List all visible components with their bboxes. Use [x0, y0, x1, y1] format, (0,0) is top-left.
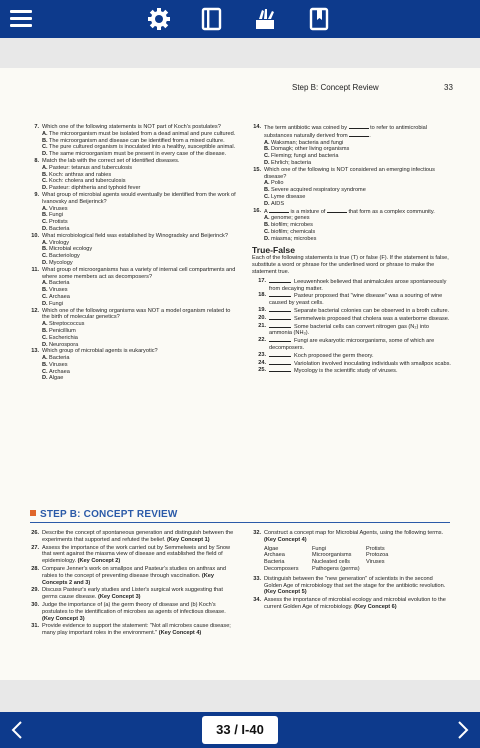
- option-letter: A.: [264, 215, 270, 222]
- option-text: Protists: [49, 219, 68, 226]
- option-text: Viruses: [49, 361, 68, 368]
- answer-option: [30, 178, 236, 185]
- true-false-heading: True-False: [252, 244, 295, 255]
- key-concept-ref: (Key Concept 3): [97, 594, 141, 601]
- option-text: Domagk; other living organisms: [271, 146, 350, 153]
- option-text: Koch: cholera and tuberculosis: [49, 178, 126, 185]
- option-letter: D.: [264, 159, 270, 166]
- option-text: Virology: [49, 239, 70, 246]
- option-letter: D.: [264, 235, 270, 242]
- question-stem: [252, 208, 452, 216]
- option-text: Fungi: [49, 300, 63, 307]
- true-false-item: [252, 360, 452, 368]
- true-false-item: [252, 323, 452, 338]
- answer-option: [30, 253, 236, 260]
- concept-term: Bacteria: [264, 559, 285, 566]
- option-letter: A.: [42, 355, 48, 362]
- option-letter: D.: [42, 259, 48, 266]
- option-letter: C.: [264, 228, 270, 235]
- option-text: Bacteria: [49, 225, 70, 232]
- answer-blank: [349, 132, 369, 137]
- option-text: Viruses: [49, 205, 68, 212]
- answer-option: [252, 160, 452, 167]
- answer-option: [30, 342, 236, 349]
- answer-option: [30, 328, 236, 335]
- question-number: 16.: [253, 207, 261, 214]
- question-stem: [30, 192, 236, 206]
- option-letter: C.: [42, 178, 48, 185]
- option-text: miasma; microbes: [271, 235, 317, 242]
- section-marker: [30, 510, 36, 516]
- concept-review-left-column: [30, 530, 236, 638]
- question-number: 21.: [258, 322, 266, 329]
- question-text: Variolation involved inoculating individuals with smallpox scabs.: [269, 360, 452, 368]
- option-letter: C.: [42, 293, 48, 300]
- highlighter-tools-icon[interactable]: [252, 6, 278, 32]
- concept-term: [366, 566, 418, 573]
- option-text: Waksman; bacteria and fungi: [271, 139, 344, 146]
- answer-blank: [269, 323, 291, 328]
- option-letter: C.: [42, 368, 48, 375]
- option-text: Microbial ecology: [49, 246, 93, 253]
- key-concept-ref: (Key Concept 5): [264, 589, 307, 596]
- key-concept-ref: (Key Concept 2): [77, 558, 121, 565]
- answer-option: [252, 201, 452, 208]
- review-question: [30, 602, 236, 622]
- answer-option: [252, 140, 452, 147]
- option-letter: D.: [42, 375, 48, 382]
- option-letter: A.: [42, 280, 48, 287]
- option-text: The pure cultured organism is inoculated into a healthy, susceptible animal.: [49, 144, 236, 151]
- option-letter: D.: [42, 225, 48, 232]
- answer-option: [30, 138, 236, 145]
- answer-option: [252, 236, 452, 243]
- question-number: 18.: [258, 292, 266, 299]
- multiple-choice-question: [30, 348, 236, 382]
- answer-option: [30, 260, 236, 267]
- question-number: 22.: [258, 337, 266, 344]
- bookmark-icon[interactable]: [306, 6, 332, 32]
- option-letter: B.: [264, 222, 270, 229]
- question-number: 10.: [31, 232, 39, 239]
- question-number: 15.: [253, 166, 261, 173]
- option-text: Fungi: [49, 212, 63, 219]
- option-letter: B.: [42, 287, 48, 294]
- option-text: Pasteur: diphtheria and typhoid fever: [49, 185, 141, 192]
- answer-option: [30, 240, 236, 247]
- multiple-choice-question: [30, 192, 236, 233]
- question-text: Fungi are eukaryotic microorganisms, some of which are decomposers.: [269, 338, 435, 351]
- page-number: 33: [444, 83, 453, 92]
- answer-option: [252, 146, 452, 153]
- question-number: 19.: [258, 306, 266, 313]
- option-text: Bacteria: [49, 280, 70, 287]
- question-text: Leeuwenhoek believed that animalcules arose spontaneously from decaying matter.: [269, 278, 447, 292]
- option-letter: B.: [42, 327, 48, 334]
- question-text: Compare Jenner's work on smallpox and Pasteur's studies on anthrax and rabies to the concept of preventing disease through vaccination. (Key Concepts 2 and 3): [42, 565, 227, 586]
- answer-option: [30, 131, 236, 138]
- book-page[interactable]: [0, 68, 480, 680]
- option-letter: B.: [42, 212, 48, 219]
- answer-option: [30, 301, 236, 308]
- option-letter: A.: [42, 164, 48, 171]
- answer-option: [252, 229, 452, 236]
- concept-map-terms: [252, 546, 452, 573]
- answer-blank: [269, 208, 289, 213]
- multiple-choice-left-column: [30, 124, 236, 382]
- question-text: Judge the importance of (a) the germ theory of disease and (b) Koch's postulates to the identification of microbes as agents of infectious disease. (Key Concept 3): [42, 601, 226, 622]
- true-false-item: [252, 337, 452, 352]
- option-text: Fleming; fungi and bacteria: [271, 153, 339, 160]
- multiple-choice-question: [30, 124, 236, 158]
- review-question: [252, 530, 452, 544]
- question-number: 25.: [258, 367, 266, 374]
- true-false-list: [252, 278, 452, 375]
- answer-option: [30, 185, 236, 192]
- option-letter: C.: [42, 219, 48, 226]
- option-letter: B.: [42, 171, 48, 178]
- question-number: 23.: [258, 351, 266, 358]
- question-stem: [30, 308, 236, 322]
- option-letter: C.: [42, 334, 48, 341]
- question-number: 8.: [34, 157, 39, 164]
- option-letter: C.: [42, 253, 48, 260]
- question-text: Match the lab with the correct set of identified diseases.: [42, 157, 180, 164]
- answer-option: [30, 206, 236, 213]
- answer-option: [252, 194, 452, 201]
- question-number: 24.: [258, 359, 266, 366]
- review-question: [252, 576, 452, 596]
- key-concept-ref: (Key Concept 4): [264, 536, 307, 543]
- answer-blank: [327, 208, 347, 213]
- question-text: Separate bacterial colonies can be observed in a broth culture.: [269, 307, 452, 315]
- option-text: Escherichia: [49, 334, 78, 341]
- review-question: [30, 530, 236, 544]
- multiple-choice-right-column: [252, 124, 452, 243]
- answer-option: [252, 180, 452, 187]
- answer-option: [252, 187, 452, 194]
- answer-blank: [269, 278, 291, 283]
- concept-term: Archaea: [264, 552, 285, 559]
- answer-option: [252, 215, 452, 222]
- answer-option: [252, 153, 452, 160]
- option-text: Viruses: [49, 287, 68, 294]
- option-text: Lyme disease: [271, 193, 306, 200]
- option-text: Severe acquired respiratory syndrome: [271, 187, 366, 194]
- notebook-icon[interactable]: [198, 6, 224, 32]
- answer-blank: [269, 315, 291, 320]
- answer-option: [30, 226, 236, 233]
- chevron-right-icon[interactable]: [456, 720, 470, 740]
- option-text: The same microorganism must be present in every case of the disease.: [49, 151, 227, 158]
- option-letter: D.: [264, 200, 270, 207]
- question-text: Describe the concept of spontaneous generation and distinguish between the experiments that supported and refuted the belief. (Key Concept 1): [42, 530, 234, 543]
- option-text: Archaea: [49, 368, 70, 375]
- question-stem: [30, 267, 236, 281]
- option-text: Bacteria: [49, 355, 70, 362]
- question-number: 7.: [34, 124, 39, 130]
- review-question: [30, 587, 236, 601]
- true-false-item: [252, 278, 452, 293]
- option-text: Archaea: [49, 293, 70, 300]
- answer-option: [30, 212, 236, 219]
- multiple-choice-question: [30, 267, 236, 308]
- answer-option: [30, 294, 236, 301]
- question-text: Provide evidence to support the statement: "Not all microbes cause disease; many play important roles in the environment." (Key Concept 4): [42, 623, 231, 637]
- answer-option: [30, 165, 236, 172]
- option-text: Koch: anthrax and rabies: [49, 171, 112, 178]
- question-number: 30.: [31, 601, 39, 608]
- question-text: Mycology is the scientific study of viruses.: [269, 367, 452, 375]
- multiple-choice-question: [252, 167, 452, 208]
- option-letter: D.: [42, 341, 48, 348]
- option-text: Algae: [49, 375, 64, 382]
- answer-blank: [349, 124, 369, 129]
- question-number: 32.: [253, 530, 261, 536]
- question-number: 9.: [34, 191, 39, 198]
- question-text: Koch proposed the germ theory.: [269, 352, 452, 360]
- concept-review-heading: [30, 509, 450, 520]
- question-text: Discuss Pasteur's early studies and Lister's surgical work suggesting that germs cause disease. (Key Concept 3): [42, 587, 223, 601]
- option-letter: C.: [42, 144, 48, 151]
- question-text: Which one of the following statements is NOT part of Koch's postulates?: [42, 124, 221, 130]
- answer-option: [30, 362, 236, 369]
- question-number: 17.: [258, 277, 266, 284]
- answer-option: [30, 246, 236, 253]
- answer-option: [30, 280, 236, 287]
- true-false-item: [252, 292, 452, 307]
- question-number: 11.: [31, 266, 39, 273]
- question-stem: [252, 167, 452, 181]
- option-text: Pasteur: tetanus and tuberculosis: [49, 164, 133, 171]
- multiple-choice-question: [30, 158, 236, 192]
- option-letter: A.: [42, 205, 48, 212]
- question-number: 31.: [31, 623, 39, 630]
- true-false-instructions: Each of the following statements is true (T) or false (F). If the statement is false, substitute a word or phrase for the underlined word or phrase to make the statement true.: [252, 255, 449, 275]
- right-column: [252, 124, 452, 375]
- running-head: Step B: Concept Review: [292, 83, 379, 92]
- question-number: 34.: [253, 597, 261, 604]
- question-text: Assess the importance of microbial ecology and microbial evolution to the current Golden Age of microbiology. (Key Concept 6): [264, 597, 446, 610]
- answer-option: [30, 151, 236, 158]
- review-question: [30, 545, 236, 565]
- question-number: 26.: [31, 530, 39, 536]
- hamburger-menu-icon[interactable]: [10, 10, 32, 28]
- question-number: 28.: [31, 565, 39, 572]
- question-number: 20.: [258, 314, 266, 321]
- chevron-left-icon[interactable]: [10, 720, 24, 740]
- question-text: Distinguish between the "new generation" of scientists in the second Golden Age of microbiology that set the stage for the antibiotic revolution. (Key Concept 5): [264, 575, 446, 596]
- option-letter: B.: [264, 187, 270, 194]
- option-text: The microorganism and disease can be identified from a mixed culture.: [49, 137, 225, 144]
- answer-option: [30, 375, 236, 382]
- concept-review-right-column: [252, 530, 452, 612]
- question-stem: [30, 124, 236, 131]
- question-number: 13.: [31, 348, 39, 355]
- answer-option: [30, 321, 236, 328]
- question-stem: [252, 124, 452, 140]
- multiple-choice-question: [252, 124, 452, 167]
- option-letter: C.: [264, 193, 270, 200]
- bottom-navigation: [0, 712, 480, 748]
- answer-option: [30, 287, 236, 294]
- concept-term: Decomposers: [264, 565, 299, 572]
- question-text: What group of microbial agents would eventually be identified from the work of Ivanovsky and Beijerinck?: [42, 191, 236, 205]
- option-text: The microorganism must be isolated from a dead animal and pure cultured.: [49, 130, 236, 137]
- answer-blank: [269, 337, 291, 342]
- question-number: 27.: [31, 544, 39, 551]
- option-letter: B.: [264, 146, 270, 153]
- concept-term: Pathogens (germs): [312, 565, 360, 572]
- answer-blank: [269, 360, 291, 365]
- viewer-background: [0, 680, 480, 712]
- answer-option: [30, 369, 236, 376]
- option-letter: C.: [264, 153, 270, 160]
- question-text: What group of microorganisms has a variety of internal cell compartments and where some members act as decomposers?: [42, 266, 236, 280]
- key-concept-ref: (Key Concept 4): [158, 630, 202, 637]
- answer-blank: [269, 367, 291, 372]
- key-concept-ref: (Key Concept 6): [354, 603, 397, 610]
- question-text: Which one of the following organisms was NOT a model organism related to the birth of molecular genetics?: [42, 307, 231, 321]
- section-divider: [30, 522, 450, 523]
- key-concept-ref: (Key Concepts 2 and 3): [42, 572, 214, 586]
- concept-term: Fungi: [312, 545, 326, 552]
- review-question: [30, 566, 236, 586]
- option-text: Ehrlich; bacteria: [271, 159, 312, 166]
- question-text: Pasteur proposed that "wine disease" was a souring of wine caused by yeast cells.: [269, 293, 443, 307]
- answer-option: [30, 144, 236, 151]
- concept-term: Viruses: [366, 559, 385, 566]
- answer-option: [30, 335, 236, 342]
- option-letter: B.: [42, 361, 48, 368]
- question-stem: [30, 348, 236, 355]
- option-letter: D.: [42, 300, 48, 307]
- answer-option: [30, 355, 236, 362]
- option-text: Polio: [271, 180, 284, 187]
- question-text: Some bacterial cells can convert nitrogen gas (N₂) into ammonia (NH₃).: [269, 323, 429, 337]
- option-text: Penicillium: [49, 327, 76, 334]
- true-false-item: [252, 307, 452, 315]
- question-text: Construct a concept map for Microbial Agents, using the following terms. (Key Concept 4): [264, 530, 444, 543]
- answer-blank: [269, 292, 291, 297]
- key-concept-ref: (Key Concept 1): [167, 536, 210, 543]
- review-question: [30, 623, 236, 637]
- question-text: Which group of microbial agents is eukaryotic?: [42, 348, 158, 355]
- page-indicator[interactable]: 33 / I-40: [202, 716, 278, 744]
- multiple-choice-question: [30, 233, 236, 267]
- multiple-choice-question: [252, 208, 452, 243]
- answer-blank: [269, 307, 291, 312]
- option-text: AIDS: [271, 200, 285, 207]
- option-letter: B.: [42, 246, 48, 253]
- question-text: Which one of the following is NOT considered an emerging infectious disease?: [264, 166, 435, 180]
- concept-term: Protozoa: [366, 552, 389, 559]
- option-letter: D.: [42, 185, 48, 192]
- question-text: Assess the importance of the work carried out by Semmelweis and by Snow that went against the miasma view of disease and established the field of epidemiology. (Key Concept 2): [42, 544, 231, 565]
- true-false-item: [252, 352, 452, 360]
- answer-option: [30, 172, 236, 179]
- review-question: [252, 597, 452, 611]
- true-false-item: [252, 367, 452, 375]
- answer-option: [252, 222, 452, 229]
- settings-gear-icon[interactable]: [146, 6, 172, 32]
- concept-term: Microorganisms: [312, 552, 352, 559]
- option-text: Neurospora: [49, 341, 79, 348]
- question-stem: [30, 233, 236, 240]
- option-text: Bacteriology: [49, 253, 80, 260]
- option-text: Mycology: [49, 259, 73, 266]
- question-text: The term antibiotic was coined by to refer to antimicrobial substances naturally derived from .: [264, 125, 428, 139]
- concept-term: Nucleated cells: [312, 559, 350, 566]
- concept-term: Protists: [366, 545, 385, 552]
- option-text: biofilm; chemicals: [271, 228, 316, 235]
- option-text: Streptococcus: [49, 321, 85, 328]
- key-concept-ref: (Key Concept 3): [42, 615, 85, 622]
- answer-blank: [269, 352, 291, 357]
- option-letter: D.: [42, 151, 48, 158]
- question-number: 12.: [31, 307, 39, 314]
- option-letter: A.: [264, 180, 270, 187]
- question-text: Semmelweis proposed that cholera was a waterborne disease.: [269, 315, 452, 323]
- concept-review-title: STEP B: CONCEPT REVIEW: [40, 509, 178, 520]
- option-text: biofilm; microbes: [271, 222, 313, 229]
- answer-option: [30, 219, 236, 226]
- question-number: 29.: [31, 587, 39, 594]
- question-text: What microbiological field was established by Winogradsky and Beijerinck?: [42, 232, 228, 239]
- true-false-item: [252, 315, 452, 323]
- option-letter: B.: [42, 137, 48, 144]
- question-stem: [30, 158, 236, 165]
- concept-term: Algae: [264, 545, 279, 552]
- option-letter: A.: [264, 139, 270, 146]
- multiple-choice-question: [30, 308, 236, 349]
- option-letter: A.: [42, 130, 48, 137]
- option-letter: A.: [42, 239, 48, 246]
- option-text: genome; genes: [271, 215, 310, 222]
- viewer-background: [0, 38, 480, 68]
- question-text: A is a mixture of that form as a complex community.: [264, 208, 435, 215]
- question-number: 33.: [253, 575, 261, 582]
- question-number: 14.: [253, 124, 261, 130]
- top-toolbar: [0, 0, 480, 38]
- option-letter: A.: [42, 321, 48, 328]
